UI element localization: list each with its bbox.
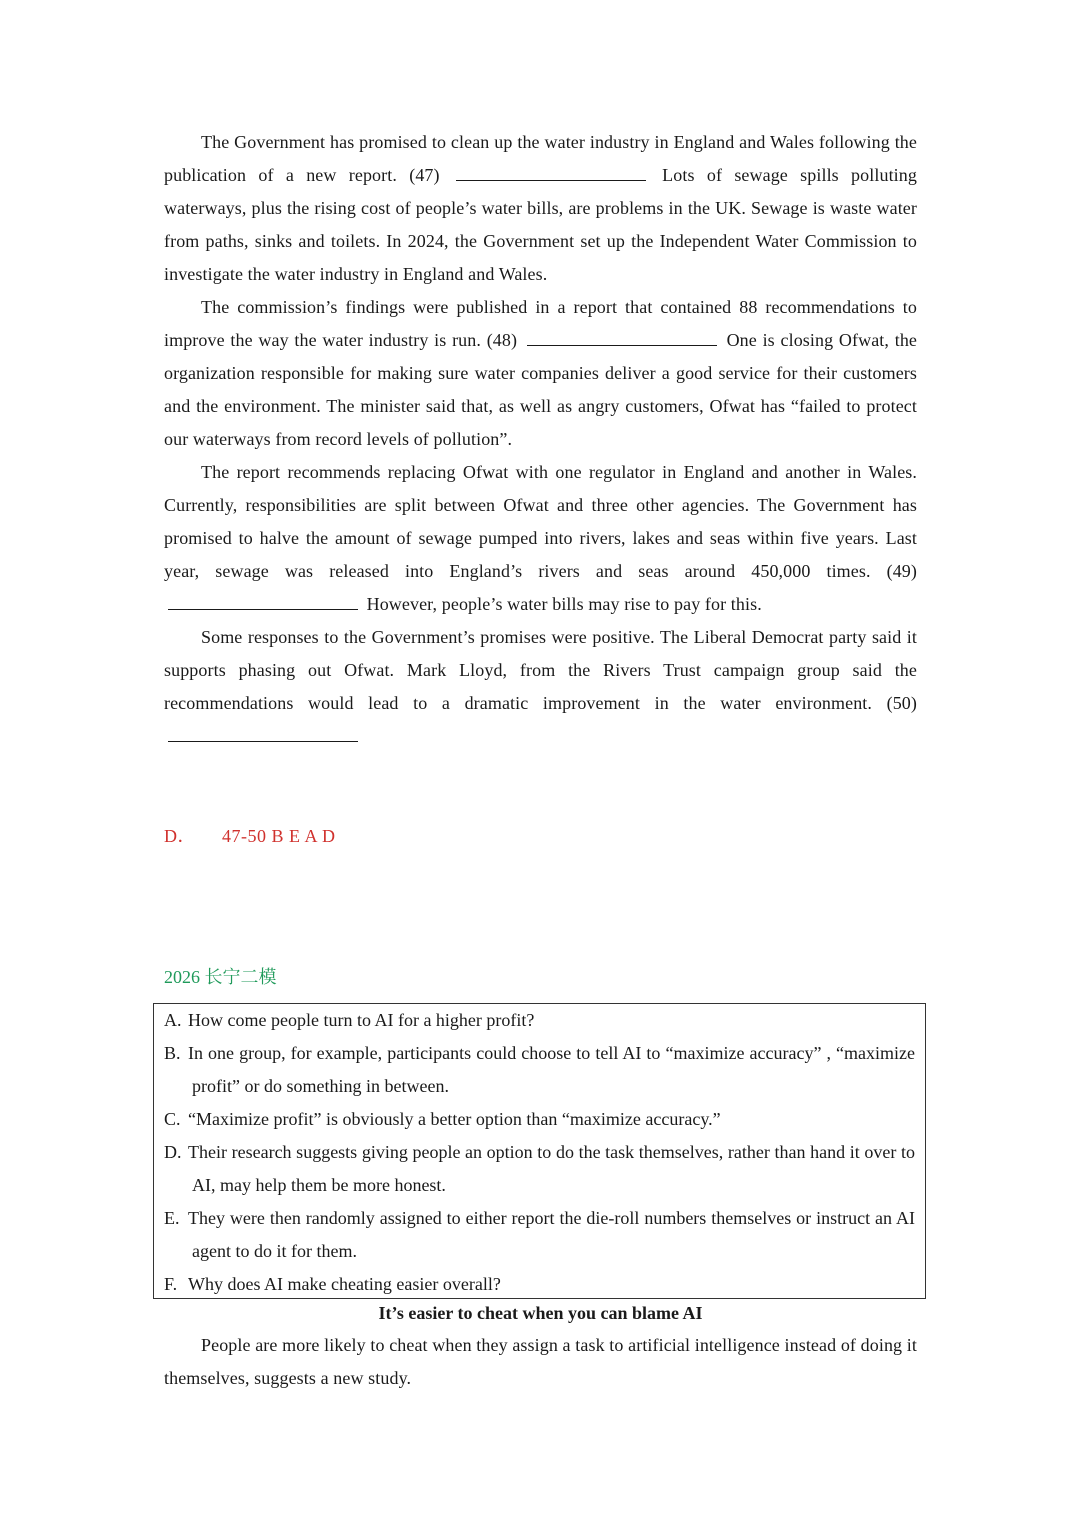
- article-title: It’s easier to cheat when you can blame AI: [378, 1303, 703, 1323]
- passage-text: The Government has promised to clean up the water industry in England and Wales following the publication of a new report. (47): [164, 132, 917, 185]
- article-paragraph-1: People are more likely to cheat when they assign a task to artificial intelligence instead of doing it themselves, suggests a new study.: [164, 1335, 917, 1388]
- section-title: 2026 长宁二模: [164, 967, 277, 987]
- option-letter: D.: [164, 1142, 182, 1162]
- option-a: [164, 1004, 915, 1037]
- answer-blank-49: [168, 593, 358, 610]
- option-letter: A.: [164, 1010, 182, 1030]
- option-e: [164, 1202, 915, 1268]
- passage-text: However, people’s water bills may rise to pay for this.: [366, 594, 762, 614]
- passage-paragraph-3: [164, 456, 917, 621]
- passage-paragraph-1: [164, 126, 917, 291]
- passage-paragraph-2: [164, 291, 917, 456]
- passage-text: Lots of sewage spills polluting waterways, plus the rising cost of people’s water bills, are problems in the UK. Sewage is waste water from paths, sinks and toilets. In 2024, the Government set up the Independent Water Commission to investigate the water industry in England and Wales.: [164, 165, 917, 284]
- option-b: [164, 1037, 915, 1103]
- option-d: [164, 1136, 915, 1202]
- answer-blank-50: [168, 725, 358, 742]
- article-body: [164, 1329, 917, 1395]
- options-box: [153, 1003, 926, 1299]
- option-letter: B.: [164, 1043, 181, 1063]
- passage-text: Some responses to the Government’s promises were positive. The Liberal Democrat party said it supports phasing out Ofwat. Mark Lloyd, from the Rivers Trust campaign group said the recommendations would lead to a dramatic improvement in the water environment. (50): [164, 627, 917, 713]
- passage-text: The commission’s findings were published in a report that contained 88 recommendations to improve the way the water industry is run. (48): [164, 297, 917, 350]
- option-text: In one group, for example, participants could choose to tell AI to “maximize accuracy” , “maximize profit” or do something in between.: [188, 1043, 915, 1096]
- passage-paragraph-4: [164, 621, 917, 753]
- answer-blank-48: [527, 329, 717, 346]
- option-text: How come people turn to AI for a higher profit?: [188, 1010, 535, 1030]
- passage-text: The report recommends replacing Ofwat with one regulator in England and another in Wales. Currently, responsibilities are split between Ofwat and three other agencies. The Government has promised to halve the amount of sewage pumped into rivers, lakes and seas within five years. Last year, sewage was released into England’s rivers and seas around 450,000 times. (49): [164, 462, 917, 581]
- answer-label: D．: [164, 826, 196, 846]
- option-text: Their research suggests giving people an option to do the task themselves, rather than hand it over to AI, may help them be more honest.: [188, 1142, 915, 1195]
- passage: [164, 126, 917, 753]
- passage-text: One is closing Ofwat, the organization responsible for making sure water companies deliver a good service for their customers and the environment. The minister said that, as well as angry customers, Ofwat has “failed to protect our waterways from record levels of pollution”.: [164, 330, 918, 449]
- option-letter: C.: [164, 1109, 181, 1129]
- option-text: Why does AI make cheating easier overall?: [188, 1274, 501, 1294]
- option-text: They were then randomly assigned to either report the die-roll numbers themselves or instruct an AI agent to do it for them.: [188, 1208, 915, 1261]
- option-letter: E.: [164, 1208, 180, 1228]
- answer-text: 47-50 B E A D: [222, 826, 336, 846]
- answer-blank-47: [456, 164, 646, 181]
- option-text: “Maximize profit” is obviously a better option than “maximize accuracy.”: [188, 1109, 721, 1129]
- option-letter: F.: [164, 1274, 178, 1294]
- option-c: [164, 1103, 915, 1136]
- answer-key: [164, 822, 336, 848]
- option-f: [164, 1268, 915, 1301]
